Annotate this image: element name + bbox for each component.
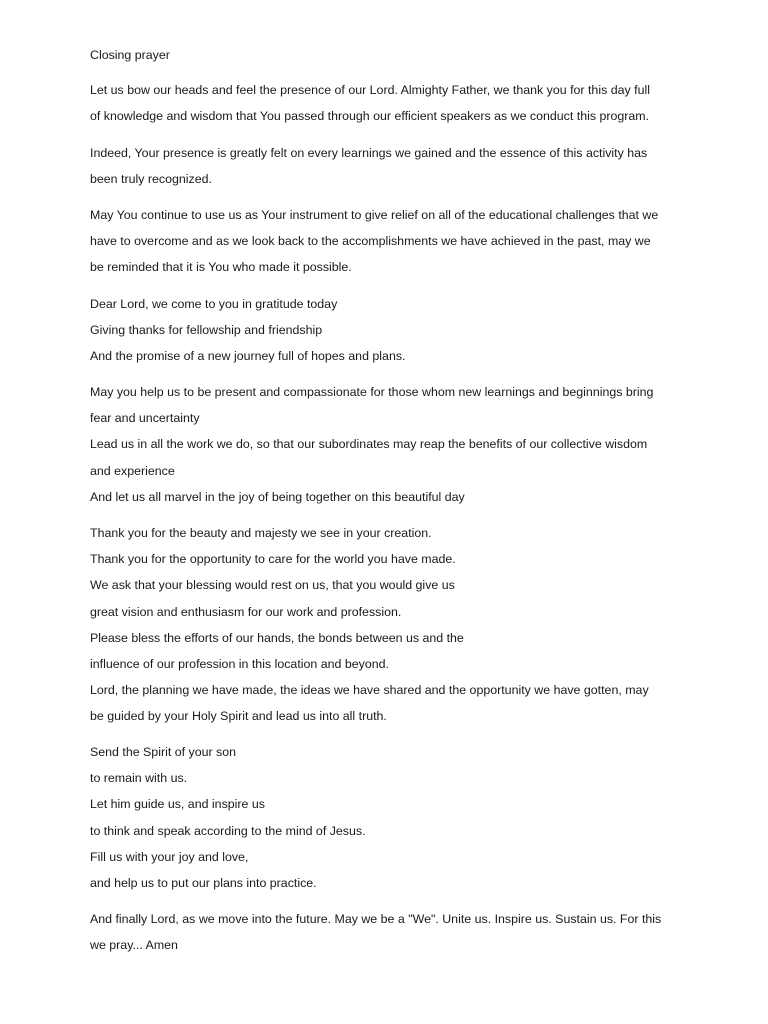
paragraph-line: we pray... Amen — [90, 938, 178, 953]
paragraph-line: And let us all marvel in the joy of being together on this beautiful day — [90, 489, 465, 504]
paragraph-gratitude — [90, 291, 405, 370]
paragraph-line: Thank you for the opportunity to care for the world you have made. — [90, 552, 456, 567]
paragraph-line: Lead us in all the work we do, so that our subordinates may reap the benefits of our collective wisdom — [90, 437, 648, 452]
paragraph-presence — [90, 140, 647, 192]
paragraph-closing — [90, 906, 661, 958]
paragraph-line: May you help us to be present and compassionate for those whom new learnings and beginnings bring — [90, 385, 654, 399]
paragraph-line: of knowledge and wisdom that You passed through our efficient speakers as we conduct this program. — [90, 109, 650, 124]
paragraph-line: great vision and enthusiasm for our work and profession. — [90, 604, 402, 619]
paragraph-line: Thank you for the beauty and majesty we see in your creation. — [90, 526, 432, 540]
paragraph-line: influence of our profession in this location and beyond. — [90, 657, 389, 672]
paragraph-line: Please bless the efforts of our hands, the bonds between us and the — [90, 630, 464, 645]
paragraph-line: been truly recognized. — [90, 172, 212, 187]
paragraph-line: Dear Lord, we come to you in gratitude today — [90, 297, 338, 311]
paragraph-line: have to overcome and as we look back to the accomplishments we have achieved in the past, may we — [90, 234, 651, 249]
paragraph-line: to think and speak according to the mind of Jesus. — [90, 823, 366, 838]
paragraph-line: And finally Lord, as we move into the future. May we be a "We". Unite us. Inspire us. Sustain us. For this — [90, 912, 662, 926]
paragraph-instrument — [90, 202, 658, 281]
paragraph-compassion — [90, 379, 653, 510]
paragraph-line: and experience — [90, 463, 175, 478]
paragraph-line: Let him guide us, and inspire us — [90, 797, 265, 812]
paragraph-line: Fill us with your joy and love, — [90, 849, 249, 864]
paragraph-line: Let us bow our heads and feel the presence of our Lord. Almighty Father, we thank you for this day full — [90, 83, 650, 97]
paragraph-line: Send the Spirit of your son — [90, 745, 237, 759]
paragraph-thanks — [90, 520, 649, 730]
paragraph-line: Lord, the planning we have made, the ideas we have shared and the opportunity we have gotten, may — [90, 683, 649, 698]
document-title: Closing prayer — [90, 48, 170, 62]
paragraph-line: fear and uncertainty — [90, 411, 200, 426]
paragraph-line: Indeed, Your presence is greatly felt on every learnings we gained and the essence of this activity has — [90, 146, 648, 160]
paragraph-opening — [90, 77, 650, 129]
paragraph-line: Giving thanks for fellowship and friendship — [90, 323, 323, 338]
paragraph-line: be guided by your Holy Spirit and lead us into all truth. — [90, 709, 387, 724]
paragraph-line: to remain with us. — [90, 771, 188, 786]
paragraph-line: be reminded that it is You who made it possible. — [90, 260, 352, 275]
paragraph-line: We ask that your blessing would rest on us, that you would give us — [90, 578, 455, 593]
paragraph-line: and help us to put our plans into practice. — [90, 876, 317, 891]
paragraph-spirit — [90, 739, 366, 896]
paragraph-line: May You continue to use us as Your instrument to give relief on all of the educational challenges that we — [90, 208, 659, 222]
paragraph-line: And the promise of a new journey full of hopes and plans. — [90, 349, 406, 364]
